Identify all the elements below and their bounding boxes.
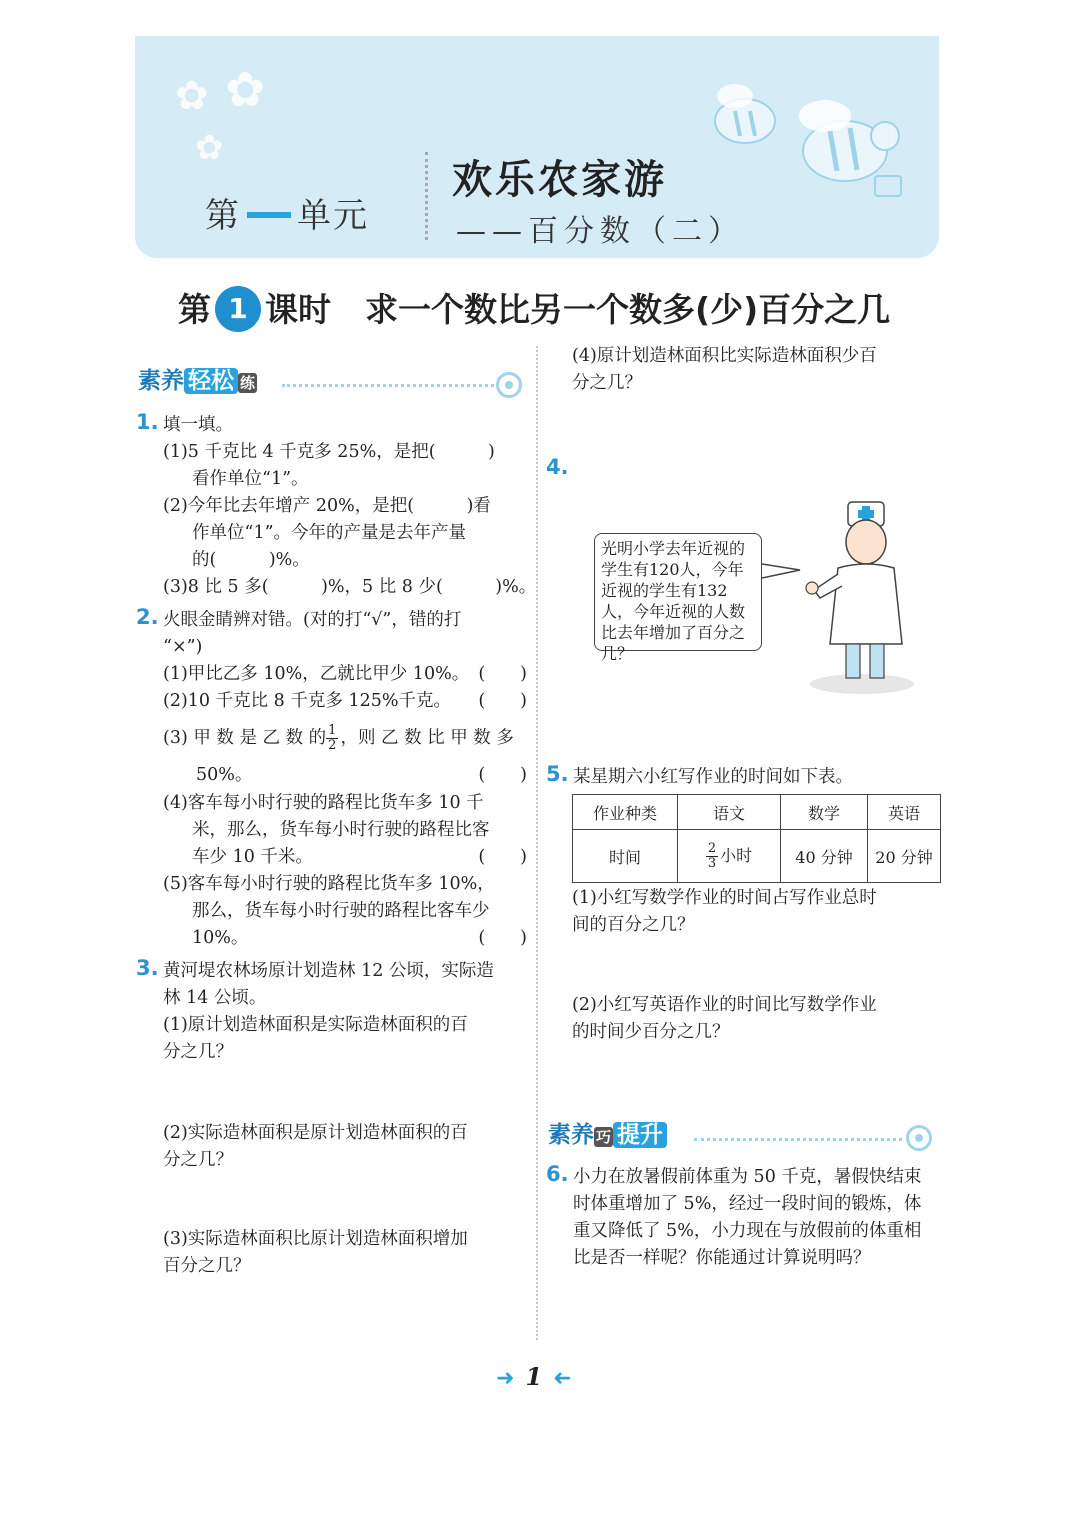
table-cell: 20 分钟: [868, 830, 941, 883]
q6-line-2: 时体重增加了 5%，经过一段时间的锻炼，体: [573, 1194, 922, 1214]
question-stem: 黄河堤农林场原计划造林 12 公顷，实际造: [163, 961, 494, 981]
q2-item-3: (3) 甲 数 是 乙 数 的 $\frac{1}{2}$ ，则 乙 数 比 甲 数 多: [163, 723, 514, 753]
lesson-title: 求一个数比另一个数多(少)百分之几: [365, 290, 891, 329]
arrow-right-icon: ➜: [496, 1366, 515, 1391]
question-number: 4.: [546, 455, 569, 479]
answer-paren[interactable]: ( ): [478, 928, 527, 948]
fraction: $\frac{2}{3}$: [707, 840, 717, 871]
lesson-number-badge: 1: [215, 286, 261, 332]
question-number: 5.: [546, 762, 569, 786]
target-icon: [906, 1125, 932, 1151]
q3-sub1-line2: 分之几？: [163, 1042, 233, 1062]
section-dotline: [282, 384, 494, 387]
section-label-tag: 练: [240, 374, 256, 392]
page-footer: [496, 1362, 572, 1391]
table-header-cell: 数学: [781, 795, 868, 830]
section-dotline: [694, 1138, 902, 1141]
q3-sub3-line1: (3)实际造林面积比原计划造林面积增加: [163, 1229, 468, 1249]
unit-label-suffix: 单元: [297, 196, 369, 236]
q2-item-5-cont: 那么，货车每小时行驶的路程比客车少: [192, 901, 490, 921]
q2-item-1: (1)甲比乙多 10%，乙就比甲少 10%。 ( ): [163, 661, 527, 688]
q3-sub4-line1: (4)原计划造林面积比实际造林面积少百: [572, 346, 877, 366]
fraction: $\frac{1}{2}$: [328, 723, 337, 753]
bee-illustration: [695, 66, 925, 206]
target-icon: [496, 372, 522, 398]
unit-label: [205, 188, 369, 237]
q1-line-4: 作单位“1”。今年的产量是去年产量: [192, 523, 467, 543]
section-label-part: 素养: [548, 1122, 594, 1148]
q2-item-5-cont2: 10%。 ( ): [192, 925, 527, 952]
speech-bubble: 光明小学去年近视的学生有120人，今年近视的学生有132人，今年近视的人数比去年增加了百分之几？: [594, 533, 762, 651]
table-cell: $\frac{2}{3}$ 小时: [678, 830, 781, 883]
lesson-heading: [178, 284, 890, 335]
unit-title: 欢乐农家游: [452, 157, 667, 203]
q2-item-4-cont: 米，那么，货车每小时行驶的路程比客: [192, 820, 490, 840]
question-stem: 火眼金睛辨对错。(对的打“√”，错的打: [163, 610, 462, 630]
q5-sub2-line2: 的时间少百分之几？: [572, 1022, 730, 1042]
answer-paren[interactable]: ( ): [478, 664, 527, 684]
q5-sub1-line2: 间的百分之几？: [572, 915, 695, 935]
unit-number-bar: [247, 212, 291, 218]
answer-paren[interactable]: ( ): [478, 847, 527, 867]
question-number: 2.: [136, 605, 159, 629]
flower-icon: ✿: [175, 73, 209, 119]
section-label-tag: 巧: [596, 1128, 612, 1146]
homework-time-table: [572, 794, 941, 883]
table-header-row: [573, 795, 941, 830]
q1-line-5: 的( )%。: [192, 550, 310, 570]
unit-subtitle: ——百分数（二）: [456, 214, 744, 249]
table-cell: 时间: [573, 830, 678, 883]
q5-sub2-line1: (2)小红写英语作业的时间比写数学作业: [572, 995, 877, 1015]
section-label-part: 素养: [138, 368, 184, 394]
section-label-advance: [548, 1116, 667, 1149]
lesson-prefix: 第: [178, 290, 211, 329]
page-number: 1: [525, 1362, 543, 1391]
table-cell: 40 分钟: [781, 830, 868, 883]
table-row: [573, 830, 941, 883]
question-stem: 填一填。: [163, 415, 233, 435]
flower-icon: ✿: [225, 62, 266, 118]
q1-line-2: 看作单位“1”。: [192, 469, 309, 489]
q6-line-4: 比是否一样呢？你能通过计算说明吗？: [573, 1248, 871, 1268]
banner-divider: [425, 152, 428, 240]
doctor-illustration: [800, 494, 920, 698]
column-divider: [536, 346, 538, 1340]
question-stem-cont: “×”): [163, 637, 203, 657]
q1-line-1: (1)5 千克比 4 千克多 25%，是把( ): [163, 442, 495, 462]
q2-item-5: (5)客车每小时行驶的路程比货车多 10%，: [163, 874, 495, 894]
flower-icon: ✿: [195, 128, 224, 168]
q6-line-3: 重又降低了 5%，小力现在与放假前的体重相: [573, 1221, 922, 1241]
q3-sub4-line2: 分之几？: [572, 373, 642, 393]
q3-sub2-line2: 分之几？: [163, 1150, 233, 1170]
q3-sub2-line1: (2)实际造林面积是原计划造林面积的百: [163, 1123, 468, 1143]
q3-sub1-line1: (1)原计划造林面积是实际造林面积的百: [163, 1015, 468, 1035]
arrow-left-icon: ➜: [553, 1366, 572, 1391]
section-label-practice: [138, 362, 257, 395]
question-number: 1.: [136, 410, 159, 434]
q3-sub3-line2: 百分之几？: [163, 1256, 251, 1276]
question-stem: 某星期六小红写作业的时间如下表。: [573, 767, 853, 787]
q5-sub1-line1: (1)小红写数学作业的时间占写作业总时: [572, 888, 877, 908]
section-label-highlight: 提升: [613, 1122, 667, 1148]
answer-paren[interactable]: ( ): [478, 765, 527, 785]
q2-item-3-cont: 50%。 ( ): [196, 762, 527, 789]
section-label-highlight: 轻松: [184, 368, 238, 394]
question-number: 6.: [546, 1162, 569, 1186]
q1-line-6: (3)8 比 5 多( )%，5 比 8 少( )%。: [163, 577, 537, 597]
q2-item-2: (2)10 千克比 8 千克多 125%千克。 ( ): [163, 688, 527, 715]
table-header-cell: 语文: [678, 795, 781, 830]
question-stem-cont: 林 14 公顷。: [163, 988, 267, 1008]
q2-item-4-cont2: 车少 10 千米。 ( ): [192, 844, 527, 871]
unit-label-prefix: 第: [205, 196, 241, 236]
table-header-cell: 作业种类: [573, 795, 678, 830]
q6-line-1: 小力在放暑假前体重为 50 千克，暑假快结束: [573, 1167, 922, 1187]
lesson-suffix: 课时: [265, 290, 331, 329]
answer-paren[interactable]: ( ): [478, 691, 527, 711]
q1-line-3: (2)今年比去年增产 20%，是把( )看: [163, 496, 491, 516]
question-number: 3.: [136, 956, 159, 980]
q2-item-4: (4)客车每小时行驶的路程比货车多 10 千: [163, 793, 484, 813]
table-header-cell: 英语: [868, 795, 941, 830]
